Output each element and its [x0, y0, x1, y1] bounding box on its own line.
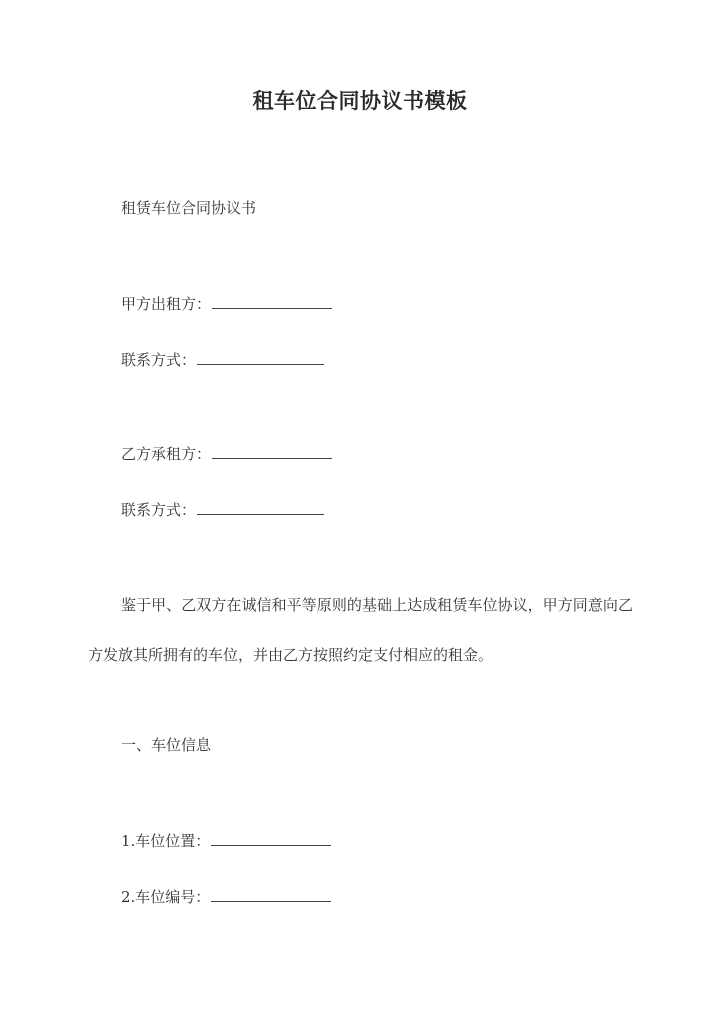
section1-heading: 一、车位信息 [121, 736, 212, 754]
party-a-contact-blank [197, 350, 324, 365]
party-b-line [121, 442, 332, 466]
vehicle-number-label: 2.车位编号： [121, 888, 211, 906]
party-b-contact-label: 联系方式： [121, 501, 197, 519]
party-a-blank [212, 294, 332, 309]
party-b-blank [212, 444, 332, 459]
party-a-contact-label: 联系方式： [121, 351, 197, 369]
vehicle-location-line [121, 829, 331, 853]
vehicle-number-line [121, 885, 331, 909]
vehicle-number-blank [211, 887, 331, 902]
party-b-contact-blank [197, 500, 324, 515]
vehicle-location-blank [211, 831, 331, 846]
document-subtitle: 租赁车位合同协议书 [121, 199, 257, 217]
preamble-paragraph: 鉴于甲、乙双方在诚信和平等原则的基础上达成租赁车位协议，甲方同意向乙方发放其所拥有的车位，并由乙方按照约定支付相应的租金。 [88, 596, 633, 664]
party-a-line [121, 292, 332, 316]
party-b-contact-line [121, 498, 324, 522]
party-b-label: 乙方承租方： [121, 445, 212, 463]
party-a-label: 甲方出租方： [121, 295, 212, 313]
document-title: 租车位合同协议书模板 [252, 88, 468, 113]
party-a-contact-line [121, 348, 324, 372]
vehicle-location-label: 1.车位位置： [121, 832, 211, 850]
